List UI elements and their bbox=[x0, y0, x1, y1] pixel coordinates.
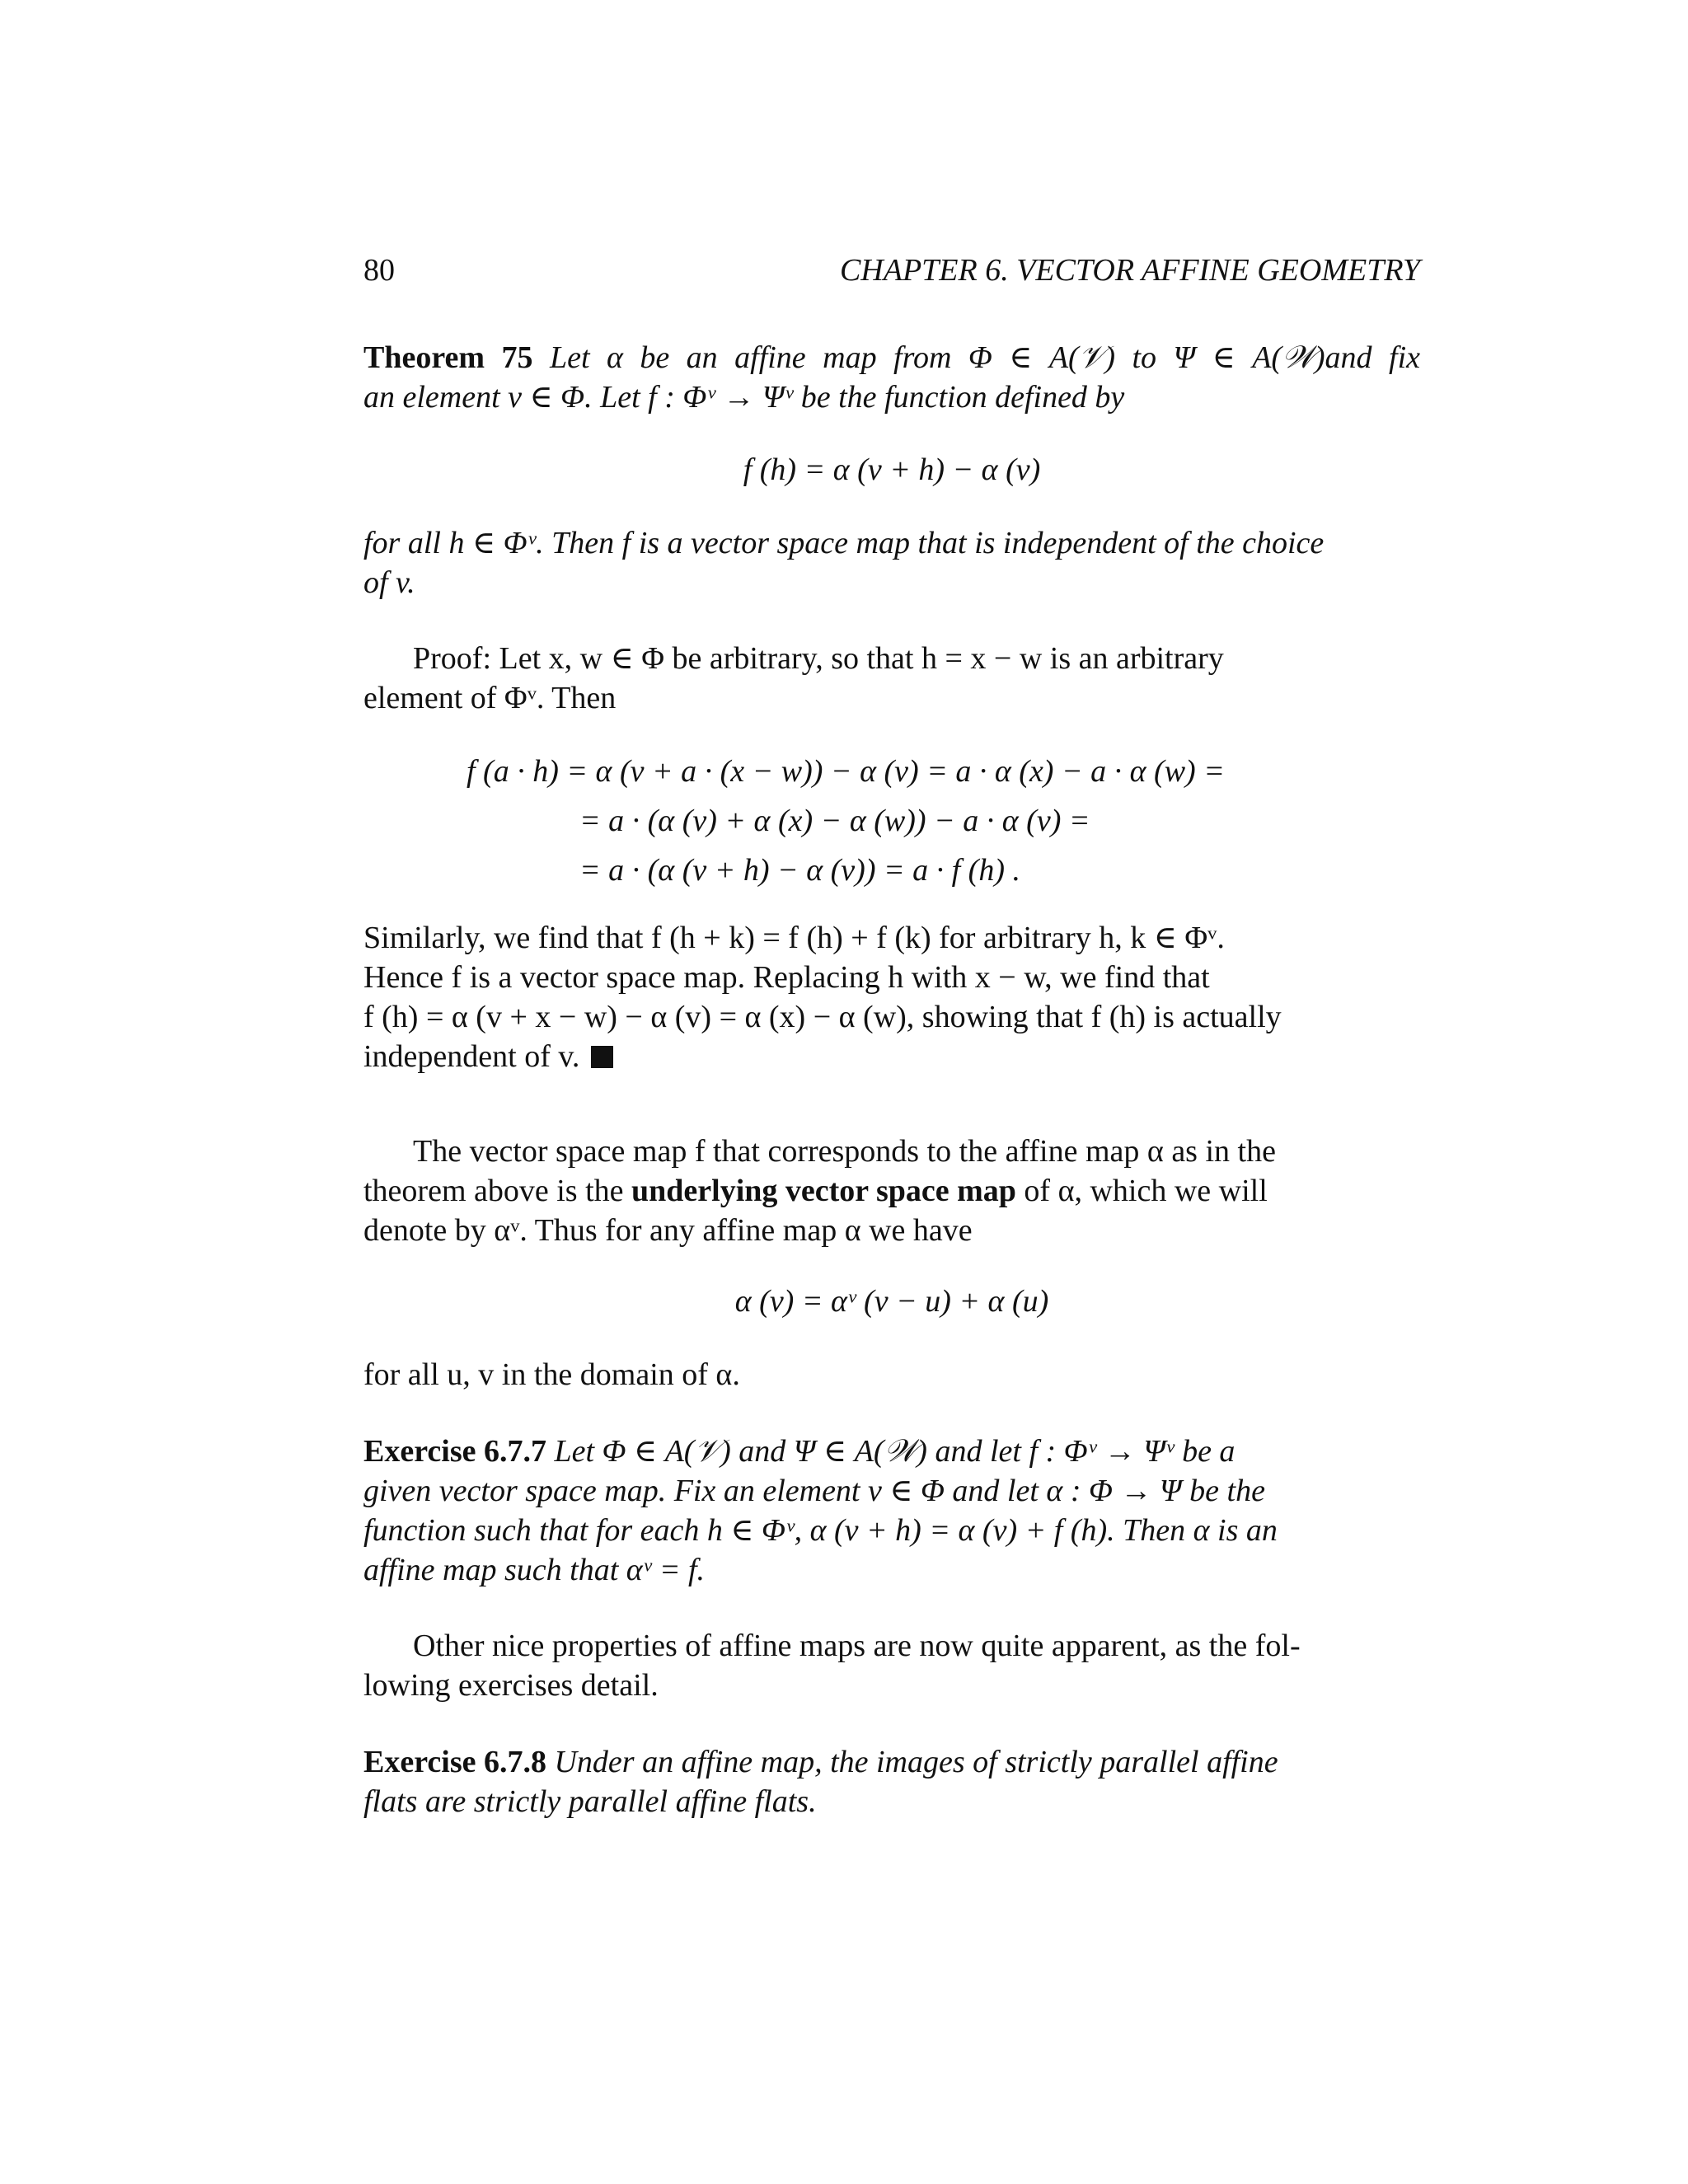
exercise-677-text-4: affine map such that αᵛ = f. bbox=[363, 1553, 706, 1587]
running-header bbox=[363, 250, 1420, 291]
proof-para-4-wrap bbox=[363, 1037, 1420, 1076]
exercise-6-7-7 bbox=[363, 1432, 1420, 1590]
proof-para-3: f (h) = α (v + x − w) − α (v) = α (x) − α (w), showing that f (h) is actually bbox=[363, 1000, 1282, 1034]
transition-line-1: Other nice properties of affine maps are now quite apparent, as the fol- bbox=[413, 1629, 1301, 1663]
proof-para-1: Similarly, we find that f (h + k) = f (h) + f (k) for arbitrary h, k ∈ Φᵛ. bbox=[363, 921, 1225, 955]
proof-para-4: independent of v. bbox=[363, 1039, 580, 1074]
theorem-text-2: an element v ∈ Φ. Let f : Φᵛ → Ψᵛ be the function defined by bbox=[363, 380, 1125, 415]
transition-line-2: lowing exercises detail. bbox=[363, 1668, 659, 1703]
proof-equation-3: = a · (α (v + h) − α (v)) = a · f (h) . bbox=[579, 853, 1020, 888]
qed-square-icon bbox=[591, 1046, 613, 1068]
theorem-conclusion bbox=[363, 523, 1420, 602]
definition-term: underlying vector space map bbox=[631, 1174, 1016, 1208]
definition-equation: α (v) = αᵛ (v − u) + α (u) bbox=[734, 1284, 1049, 1319]
definition-line-3: denote by αᵛ. Thus for any affine map α we have bbox=[363, 1213, 973, 1248]
proof-para-2: Hence f is a vector space map. Replacing h with x − w, we find that bbox=[363, 960, 1210, 995]
definition-line-2-post: of α, which we will bbox=[1015, 1174, 1268, 1208]
theorem-label: Theorem 75 bbox=[363, 340, 533, 375]
theorem-line-1 bbox=[363, 338, 1420, 377]
proof-equation-1: f (a · h) = α (v + a · (x − w)) − α (v) = a · α (x) − a · α (w) = bbox=[467, 754, 1225, 789]
page-number: 80 bbox=[363, 253, 395, 288]
exercise-677-label: Exercise 6.7.7 bbox=[363, 1434, 546, 1469]
exercise-677-line-1 bbox=[363, 1432, 1420, 1471]
theorem-text-3: for all h ∈ Φᵛ. Then f is a vector space map that is independent of the choice bbox=[363, 526, 1325, 560]
exercise-678-text-2: flats are strictly parallel affine flats. bbox=[363, 1784, 817, 1819]
definition-line-4-block bbox=[363, 1355, 1420, 1394]
exercise-678-text-1: Under an affine map, the images of strictly parallel affine bbox=[554, 1745, 1278, 1779]
exercise-677-text-2: given vector space map. Fix an element v ∈ Φ and let α : Φ → Ψ be the bbox=[363, 1474, 1265, 1508]
theorem-text-1: Let α be an affine map from Φ ∈ A(𝒱) to Ψ ∈ A(𝒲)and fix bbox=[549, 340, 1420, 375]
exercise-6-7-8 bbox=[363, 1742, 1420, 1821]
definition-line-2-pre: theorem above is the bbox=[363, 1174, 632, 1208]
proof-intro bbox=[363, 639, 1420, 718]
proof-equation-2: = a · (α (v) + α (x) − α (w)) − a · α (v) = bbox=[579, 804, 1090, 838]
proof-line-1: Proof: Let x, w ∈ Φ be arbitrary, so that h = x − w is an arbitrary bbox=[413, 641, 1224, 676]
exercise-678-label: Exercise 6.7.8 bbox=[363, 1745, 546, 1779]
theorem-equation: f (h) = α (v + h) − α (v) bbox=[743, 452, 1041, 487]
definition-line-1: The vector space map f that corresponds to the affine map α as in the bbox=[413, 1134, 1276, 1169]
exercise-677-text-3: function such that for each h ∈ Φᵛ, α (v + h) = α (v) + f (h). Then α is an bbox=[363, 1513, 1278, 1548]
transition-paragraph bbox=[363, 1626, 1420, 1705]
definition-line-4: for all u, v in the domain of α. bbox=[363, 1357, 740, 1392]
exercise-678-line-1 bbox=[363, 1742, 1420, 1782]
proof-conclusion bbox=[363, 918, 1420, 1076]
proof-line-2: element of Φᵛ. Then bbox=[363, 681, 617, 715]
definition-line-2 bbox=[363, 1171, 1420, 1211]
definition-paragraph bbox=[363, 1132, 1420, 1250]
chapter-title: CHAPTER 6. VECTOR AFFINE GEOMETRY bbox=[839, 253, 1420, 288]
theorem-text-4: of v. bbox=[363, 565, 415, 600]
theorem-statement bbox=[363, 338, 1420, 417]
exercise-677-text-1: Let Φ ∈ A(𝒱) and Ψ ∈ A(𝒲) and let f : Φᵛ → Ψᵛ be a bbox=[554, 1434, 1236, 1469]
